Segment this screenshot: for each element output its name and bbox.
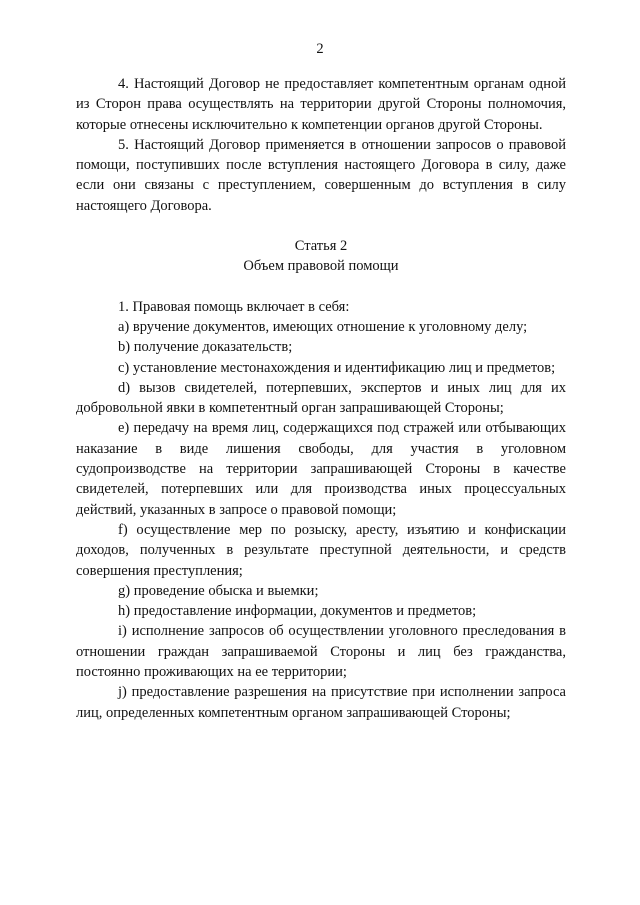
list-item: e) передачу на время лиц, содержащихся под стражей или отбывающих наказание в виде лишения свободы, для участия в уголовном судопроизводстве на территории запрашивающей Стороны в качестве свидетелей, потерпевших или для производства иных процессуальных действий, указанных в запросе о правовой помощи; — [76, 420, 566, 518]
list-item: c) установление местонахождения и идентификацию лиц и предметов; — [118, 359, 556, 376]
paragraph: 1. Правовая помощь включает в себя: — [118, 298, 350, 315]
article-title: Объем правовой помощи — [243, 258, 399, 275]
paragraph: 4. Настоящий Договор не предоставляет компетентным органам одной из Сторон права осуществлять на территории другой Стороны полномочия, которые отнесены исключительно к компетенции органов другой Стороны. — [76, 76, 566, 133]
list-item: f) осуществление мер по розыску, аресту, изъятию и конфискации доходов, полученных в результате преступной деятельности, и средств совершения преступления; — [76, 521, 566, 579]
list-item: b) получение доказательств; — [118, 339, 293, 356]
list-item: h) предоставление информации, документов и предметов; — [118, 603, 477, 620]
page-number: 2 — [316, 41, 324, 57]
list-item: j) предоставление разрешения на присутствие при исполнении запроса лиц, определенных компетентным органом запрашивающей Стороны; — [76, 684, 566, 721]
list-item: d) вызов свидетелей, потерпевших, экспертов и иных лиц для их добровольной явки в компетентный орган запрашивающей Стороны; — [76, 379, 566, 417]
paragraph: 5. Настоящий Договор применяется в отношении запросов о правовой помощи, поступивших после вступления настоящего Договора в силу, даже если они связаны с преступлением, совершенным до вступления в силу настоящего Договора. — [76, 136, 566, 214]
article-number: Статья 2 — [294, 238, 348, 255]
list-item: a) вручение документов, имеющих отношение к уголовному делу; — [118, 318, 528, 335]
list-item: i) исполнение запросов об осуществлении уголовного преследования в отношении граждан запрашиваемой Стороны и лиц без гражданства, постоянно проживающих на ее территории; — [76, 623, 566, 681]
list-item: g) проведение обыска и выемки; — [118, 582, 319, 599]
document-body — [76, 74, 566, 723]
